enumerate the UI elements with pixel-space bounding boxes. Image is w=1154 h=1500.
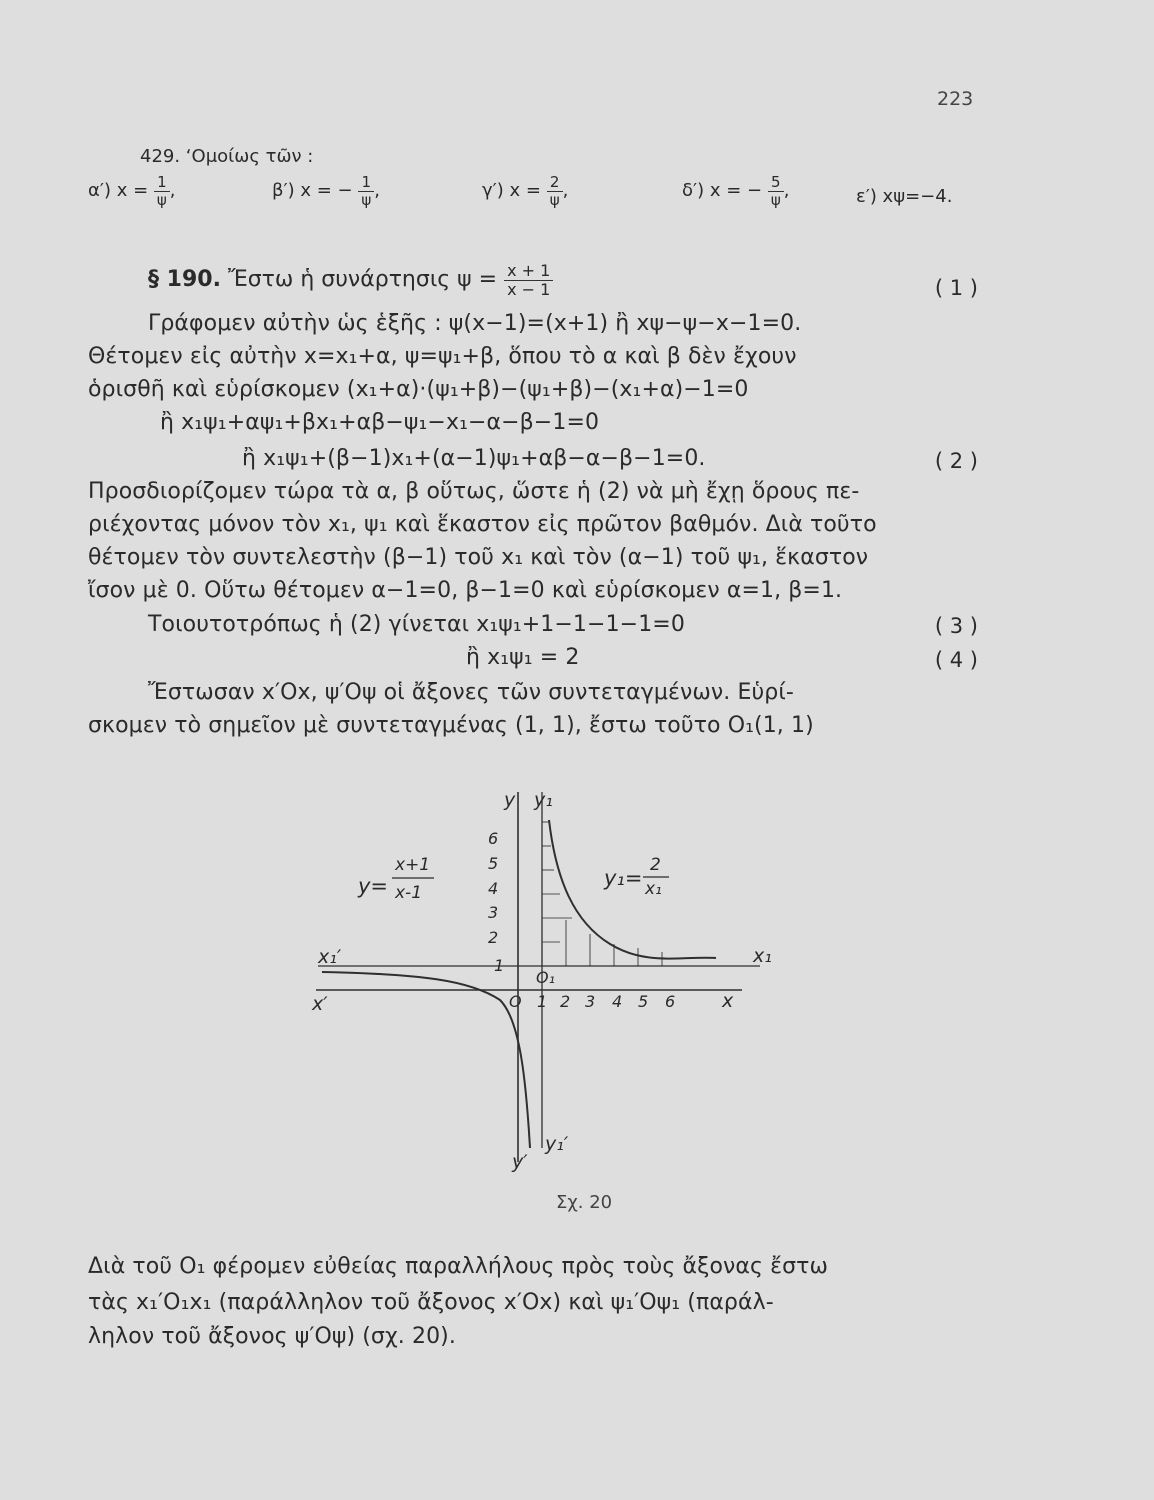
exercise-item-e: ε′) xψ=−4. bbox=[856, 186, 953, 207]
exercise-item-label: δ′) x = − bbox=[682, 180, 763, 201]
x-axis-label: x bbox=[722, 990, 734, 1012]
x1-axis-label: x₁ bbox=[753, 945, 772, 967]
formula-left-den: x-1 bbox=[395, 883, 423, 903]
x-tick-label: 6 bbox=[665, 992, 676, 1011]
x-tick-label: 3 bbox=[585, 992, 596, 1011]
x-tick-label: 2 bbox=[560, 992, 571, 1011]
x-tick-label: 1 bbox=[537, 992, 548, 1011]
y-tick-label: 3 bbox=[488, 903, 499, 922]
exercise-item-label: α′) x = bbox=[88, 180, 149, 201]
origin1-label: O₁ bbox=[536, 968, 556, 987]
equation-label-2: ( 2 ) bbox=[934, 449, 978, 473]
figure-caption: Σχ. 20 bbox=[556, 1192, 613, 1213]
y-axis-label: y bbox=[504, 789, 516, 811]
text-line: σκομεν τὸ σημεῖον μὲ συντεταγμένας (1, 1), ἔστω τοῦτο Ο₁(1, 1) bbox=[88, 713, 814, 738]
x-tick-label: 4 bbox=[612, 992, 623, 1011]
page-number: 223 bbox=[937, 88, 974, 110]
equation-label-1: ( 1 ) bbox=[934, 276, 978, 300]
formula-left-lhs: y= bbox=[358, 874, 389, 898]
text-line: ληλον τοῦ ἄξονος ψ′Οψ) (σχ. 20). bbox=[88, 1324, 456, 1349]
formula-right-lhs: y₁= bbox=[604, 866, 643, 890]
text-line: τὰς x₁′Ο₁x₁ (παράλληλον τοῦ ἄξονος x′Οx) καὶ ψ₁′Οψ₁ (παράλ- bbox=[88, 1290, 774, 1315]
text-line: ριέχοντας μόνον τὸν x₁, ψ₁ καὶ ἕκαστον εἰς πρῶτον βαθμόν. Διὰ τοῦτο bbox=[88, 512, 877, 537]
text-line: θέτομεν τὸν συντελεστὴν (β−1) τοῦ x₁ καὶ τὸν (α−1) τοῦ ψ₁, ἕκαστον bbox=[88, 545, 869, 570]
text-line: Προσδιορίζομεν τώρα τὰ α, β οὕτως, ὥστε ἡ (2) νὰ μὴ ἔχῃ ὅρους πε- bbox=[88, 479, 860, 504]
y-tick-label: 5 bbox=[488, 854, 499, 873]
exercise-item-fraction: $\frac{1}{\psi}$ bbox=[154, 174, 170, 208]
formula-left-num: x+1 bbox=[395, 855, 431, 875]
section-fraction: $\frac{x + 1}{x - 1}$ bbox=[504, 262, 553, 298]
equation-label-4: ( 4 ) bbox=[934, 648, 978, 672]
text-line: Τοιουτοτρόπως ἡ (2) γίνεται x₁ψ₁+1−1−1−1=0 bbox=[148, 612, 685, 637]
text-line: Διὰ τοῦ Ο₁ φέρομεν εὐθείας παραλλήλους πρὸς τοὺς ἄξονας ἔστω bbox=[88, 1254, 829, 1279]
y-tick-label: 2 bbox=[488, 928, 499, 947]
figure-grid bbox=[542, 822, 662, 966]
exercise-item-fraction: $\frac{5}{\psi}$ bbox=[768, 174, 784, 208]
y1-axis-label: y₁ bbox=[534, 789, 553, 811]
formula-right-num: 2 bbox=[650, 855, 661, 875]
y-tick-label: 1 bbox=[494, 956, 505, 975]
exercise-item-label: γ′) x = bbox=[482, 180, 541, 201]
hyperbola-left-branch bbox=[322, 972, 530, 1148]
exercise-item-a: α′) x = $\frac{1}{\psi}$ , bbox=[88, 173, 176, 209]
exercise-heading: 429. ‘Ομοίως τῶν : bbox=[140, 146, 314, 167]
exercise-item-fraction: $\frac{2}{\psi}$ bbox=[547, 174, 563, 208]
origin-label: O bbox=[509, 992, 522, 1011]
text-line: Γράφομεν αὐτὴν ὡς ἑξῆς : ψ(x−1)=(x+1) ἢ xψ−ψ−x−1=0. bbox=[148, 311, 802, 336]
text-line: Θέτομεν εἰς αὐτὴν x=x₁+α, ψ=ψ₁+β, ὅπου τὸ α καὶ β δὲν ἔχουν bbox=[88, 344, 797, 369]
y-tick-label: 4 bbox=[488, 879, 499, 898]
x1-prime-label: x₁′ bbox=[318, 946, 342, 968]
exercise-item-d: δ′) x = − $\frac{5}{\psi}$ , bbox=[682, 173, 790, 209]
exercise-item-c: γ′) x = $\frac{2}{\psi}$ , bbox=[482, 173, 569, 209]
exercise-item-label: β′) x = − bbox=[272, 180, 353, 201]
text-line: ὁρισθῆ καὶ εὑρίσκομεν (x₁+α)·(ψ₁+β)−(ψ₁+β)−(x₁+α)−1=0 bbox=[88, 377, 749, 402]
text-line: ἴσον μὲ 0. Οὕτω θέτομεν α−1=0, β−1=0 καὶ εὑρίσκομεν α=1, β=1. bbox=[88, 578, 843, 603]
text-line: ἢ x₁ψ₁ = 2 bbox=[466, 645, 580, 670]
exercise-item-fraction: $\frac{1}{\psi}$ bbox=[358, 174, 374, 208]
text-line: ἢ x₁ψ₁+(β−1)x₁+(α−1)ψ₁+αβ−α−β−1=0. bbox=[242, 446, 706, 471]
y-prime-label: y′ bbox=[512, 1151, 528, 1173]
y-tick-label: 6 bbox=[488, 829, 499, 848]
equation-label-3: ( 3 ) bbox=[934, 614, 978, 638]
x-tick-label: 5 bbox=[638, 992, 649, 1011]
section-intro-text: Ἔστω ἡ συνάρτησις ψ = bbox=[227, 267, 498, 293]
formula-right-den: x₁ bbox=[645, 879, 662, 899]
exercise-item-b: β′) x = − $\frac{1}{\psi}$ , bbox=[272, 173, 380, 209]
section-number: § 190. bbox=[148, 267, 221, 293]
text-line: Ἔστωσαν x′Οx, ψ′Οψ οἱ ἄξονες τῶν συντεταγμένων. Εὑρί- bbox=[148, 680, 794, 705]
x-prime-label: x′ bbox=[312, 993, 328, 1015]
text-line: ἢ x₁ψ₁+αψ₁+βx₁+αβ−ψ₁−x₁−α−β−1=0 bbox=[160, 410, 600, 435]
y1-prime-label: y₁′ bbox=[545, 1133, 569, 1155]
